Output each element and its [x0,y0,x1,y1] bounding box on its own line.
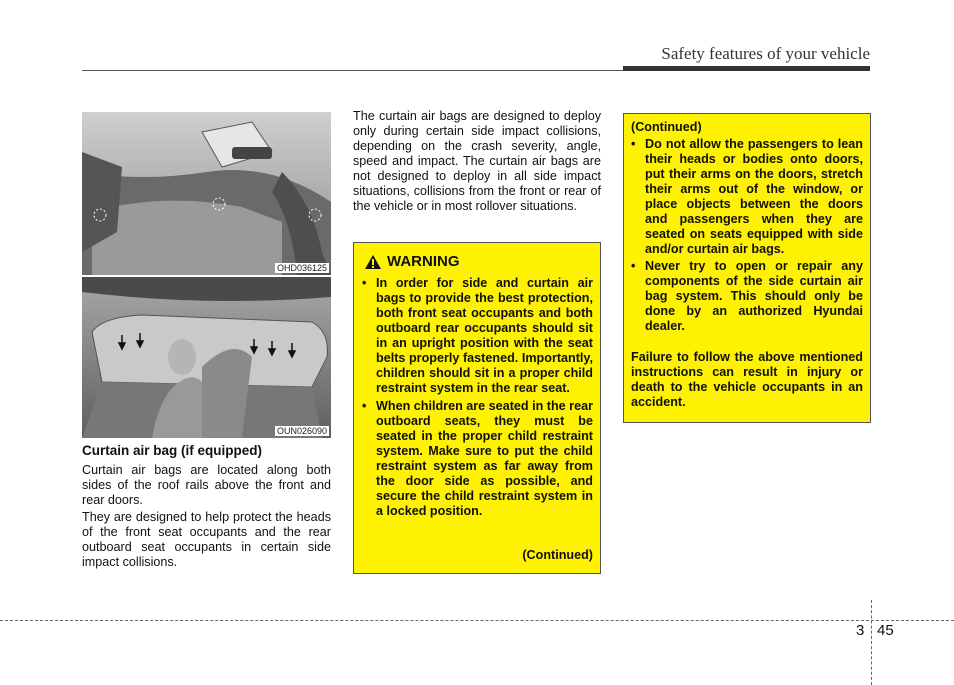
middle-column-text [353,109,601,214]
figure-roof-rail [82,112,331,275]
warning-box [353,242,601,574]
figure-code: OHD036125 [276,263,327,273]
roof-rail-illustration [82,112,331,275]
chapter-number: 3 [856,622,865,639]
continued-heading: (Continued) [631,120,702,134]
warning-list [362,276,593,519]
warning-title: WARNING [387,253,460,270]
continued-label: (Continued) [522,548,593,562]
list-item: • In order for side and curtain air bags to provide the best protection, both front seat occupants and both outboard rear occupants should sit in an upright position with the seat belts properly fastened. Importantly, children should sit in a proper child restraint system in the rear seat. [362,276,593,396]
paragraph: Curtain air bags are located along both sides of the roof rails above the front and rear doors. [82,463,331,507]
list-item: • When children are seated in the rear outboard seats, they must be seated in the proper child restraint system. Make sure to put the child restraint system as far away from the door side as possible, and secure the child restraint system in a locked position. [362,399,593,519]
header-accent-bar [623,66,870,71]
page-header-title: Safety features of your vehicle [661,44,870,63]
page-number: 45 [877,622,894,639]
section-heading: Curtain air bag (if equipped) [82,443,263,458]
paragraph: The curtain air bags are designed to deploy only during certain side impact collisions, depending on the crash severity, angle, speed and impact. The curtain air bags are not designed to deploy in all side impact situations, collisions from the front or rear of the vehicle or in most rollover situations. [353,109,601,213]
warning-triangle-icon [364,254,382,270]
continued-list [631,137,863,334]
list-item: • Do not allow the passengers to lean their heads or bodies onto doors, put their arms on the doors, stretch their arms out of the window, or place objects between the doors and passengers when they are seated on seats equipped with side and/or curtain air bags. [631,137,863,257]
warning-heading [364,253,460,270]
footer-divider [0,620,954,621]
continued-footer-text: Failure to follow the above mentioned instructions can result in injury or death to the vehicle occupants in an accident. [631,350,863,409]
figure-code: OUN026090 [276,426,327,436]
list-item: • Never try to open or repair any components of the side curtain air bag system. This should only be done by an authorized Hyundai dealer. [631,259,863,334]
paragraph: They are designed to help protect the heads of the front seat occupants and the rear outboard seat occupants in certain side impact collisions. [82,510,331,569]
deployed-curtain-illustration [82,277,331,438]
continued-warning-box [623,113,871,423]
left-column-text [82,463,331,570]
footer-vertical-divider [871,600,872,685]
figure-deployed-curtain [82,277,331,438]
